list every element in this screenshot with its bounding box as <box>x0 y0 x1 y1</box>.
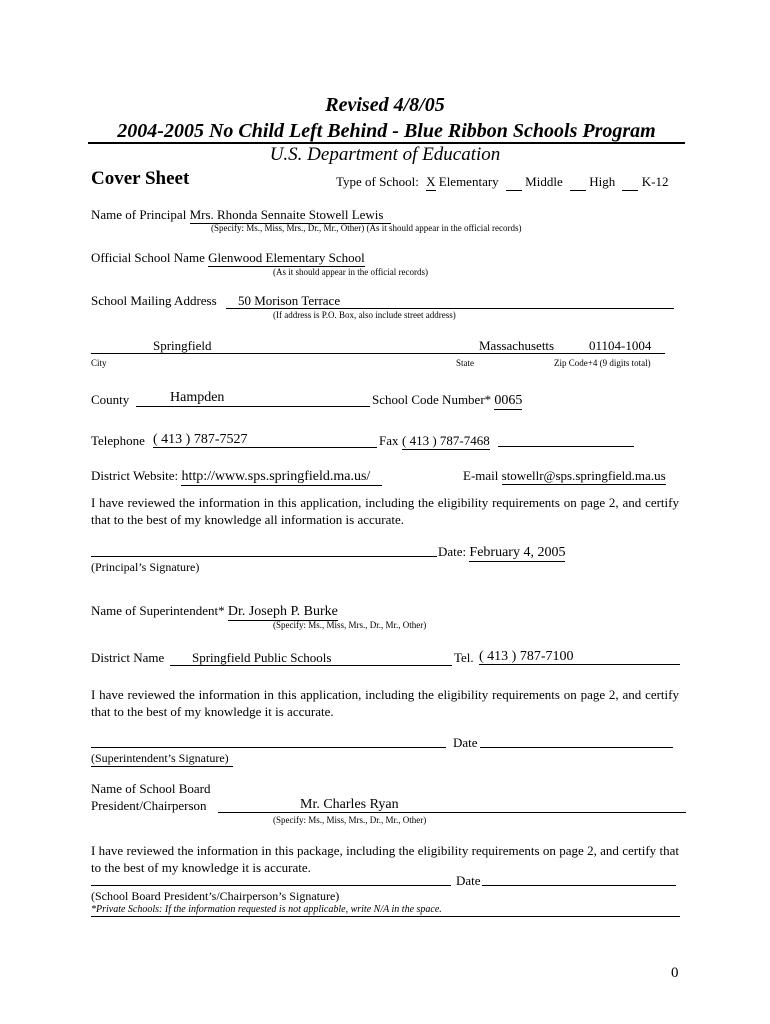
county-value: Hampden <box>170 390 225 405</box>
principal-signature-label: (Principal’s Signature) <box>91 560 200 574</box>
fax-value: ( 413 ) 787-7468 <box>402 433 490 448</box>
county-label: County <box>91 392 130 407</box>
superintendent-field[interactable]: Dr. Joseph P. Burke <box>227 604 338 619</box>
elementary-label: Elementary <box>438 174 499 189</box>
city-state-zip-field[interactable] <box>91 338 665 354</box>
superintendent-hint: (Specify: Ms., Miss, Mrs., Dr., Mr., Other) <box>273 620 427 630</box>
cover-sheet-heading: Cover Sheet <box>91 168 190 189</box>
school-name-row <box>91 250 365 267</box>
mailing-row <box>91 293 217 309</box>
superintendent-date-label: Date <box>453 735 478 750</box>
superintendent-certification-text: I have reviewed the information in this application, including the eligibility requirements on page 2, and certify that to the best of my knowledge it is accurate. <box>91 687 679 719</box>
website-field[interactable]: http://www.sps.springfield.ma.us/ <box>181 469 382 486</box>
board-label-line1: Name of School Board <box>91 781 211 796</box>
superintendent-date-field[interactable] <box>480 747 673 748</box>
middle-checkbox[interactable] <box>506 174 522 191</box>
telephone-field[interactable] <box>153 432 377 448</box>
district-tel-field[interactable] <box>479 649 680 665</box>
principal-row <box>91 207 391 224</box>
principal-signature-line[interactable] <box>91 556 437 557</box>
email-field[interactable]: stowellr@sps.springfield.ma.us <box>501 468 666 483</box>
middle-label: Middle <box>525 174 563 189</box>
zip-label: Zip Code+4 (9 digits total) <box>554 358 651 368</box>
state-label: State <box>456 358 474 368</box>
board-value: Mr. Charles Ryan <box>300 797 399 812</box>
school-name-field[interactable]: Glenwood Elementary School <box>208 250 365 265</box>
high-checkbox[interactable] <box>570 174 586 191</box>
elementary-checkbox[interactable]: X <box>426 174 436 189</box>
k12-checkbox[interactable] <box>622 174 638 191</box>
telephone-value: ( 413 ) 787-7527 <box>153 432 248 447</box>
district-label: District Name <box>91 650 165 665</box>
board-label-line2: President/Chairperson <box>91 798 207 813</box>
school-type-label: Type of School: <box>336 174 419 189</box>
superintendent-signature-label: (Superintendent’s Signature) <box>91 751 233 767</box>
state-value: Massachusetts <box>479 338 555 353</box>
district-tel-label: Tel. <box>454 650 474 665</box>
board-field[interactable] <box>218 797 686 813</box>
board-hint: (Specify: Ms., Miss, Mrs., Dr., Mr., Other) <box>273 815 427 825</box>
website-label: District Website: <box>91 468 179 483</box>
principal-date-label: Date: <box>438 544 467 559</box>
superintendent-label: Name of Superintendent* <box>91 603 225 618</box>
city-value: Springfield <box>153 338 212 353</box>
superintendent-signature-line[interactable] <box>91 747 446 748</box>
school-code-label: School Code Number* <box>372 392 492 407</box>
principal-field[interactable]: Mrs. Rhonda Sennaite Stowell Lewis <box>190 207 392 224</box>
board-date-field[interactable] <box>482 885 676 886</box>
district-value: Springfield Public Schools <box>192 650 332 665</box>
fax-label: Fax <box>379 433 399 448</box>
mailing-label: School Mailing Address <box>91 293 217 308</box>
school-code-row <box>372 392 522 410</box>
program-title: 2004-2005 No Child Left Behind - Blue Ribbon Schools Program <box>88 120 685 144</box>
footnote: *Private Schools: If the information requested is not applicable, write N/A in the space. <box>91 904 680 917</box>
board-signature-label: (School Board President’s/Chairperson’s Signature) <box>91 889 340 903</box>
email-label: E-mail <box>463 468 499 483</box>
mailing-value: 50 Morison Terrace <box>238 293 341 308</box>
district-field[interactable] <box>170 650 452 666</box>
fax-value-field[interactable] <box>402 433 490 450</box>
k12-label: K-12 <box>641 174 669 189</box>
high-label: High <box>589 174 616 189</box>
department-title: U.S. Department of Education <box>269 144 501 165</box>
school-name-label: Official School Name <box>91 250 205 265</box>
fax-extra-line <box>498 446 634 447</box>
board-signature-line[interactable] <box>91 885 451 886</box>
principal-hint: (Specify: Ms., Miss, Mrs., Dr., Mr., Other) (As it should appear in the official records) <box>211 223 522 233</box>
mailing-hint: (If address is P.O. Box, also include street address) <box>273 310 456 320</box>
school-name-hint: (As it should appear in the official records) <box>273 267 429 277</box>
superintendent-row <box>91 603 338 621</box>
city-label: City <box>91 358 107 368</box>
revised-date: Revised 4/8/05 <box>325 94 445 116</box>
school-code-field[interactable]: 0065 <box>494 393 523 408</box>
principal-certification-text: I have reviewed the information in this application, including the eligibility requirements on page 2, and certify that to the best of my knowledge all information is accurate. <box>91 495 679 527</box>
principal-label: Name of Principal <box>91 207 187 222</box>
principal-date-field[interactable]: February 4, 2005 <box>469 545 566 560</box>
website-row <box>91 468 382 486</box>
principal-date-row <box>438 544 565 562</box>
board-date-label: Date <box>456 873 481 888</box>
county-field[interactable] <box>136 390 370 407</box>
zip-value: 01104-1004 <box>589 338 652 353</box>
board-certification-text: I have reviewed the information in this package, including the eligibility requirements on page 2, and certify that to the best of my knowledge it is accurate. <box>91 843 679 875</box>
district-tel-value: ( 413 ) 787-7100 <box>479 649 574 664</box>
page-number: 0 <box>671 965 679 981</box>
email-row <box>463 468 666 485</box>
mailing-field[interactable] <box>226 293 674 309</box>
telephone-label: Telephone <box>91 433 145 448</box>
school-type-row <box>336 174 668 191</box>
